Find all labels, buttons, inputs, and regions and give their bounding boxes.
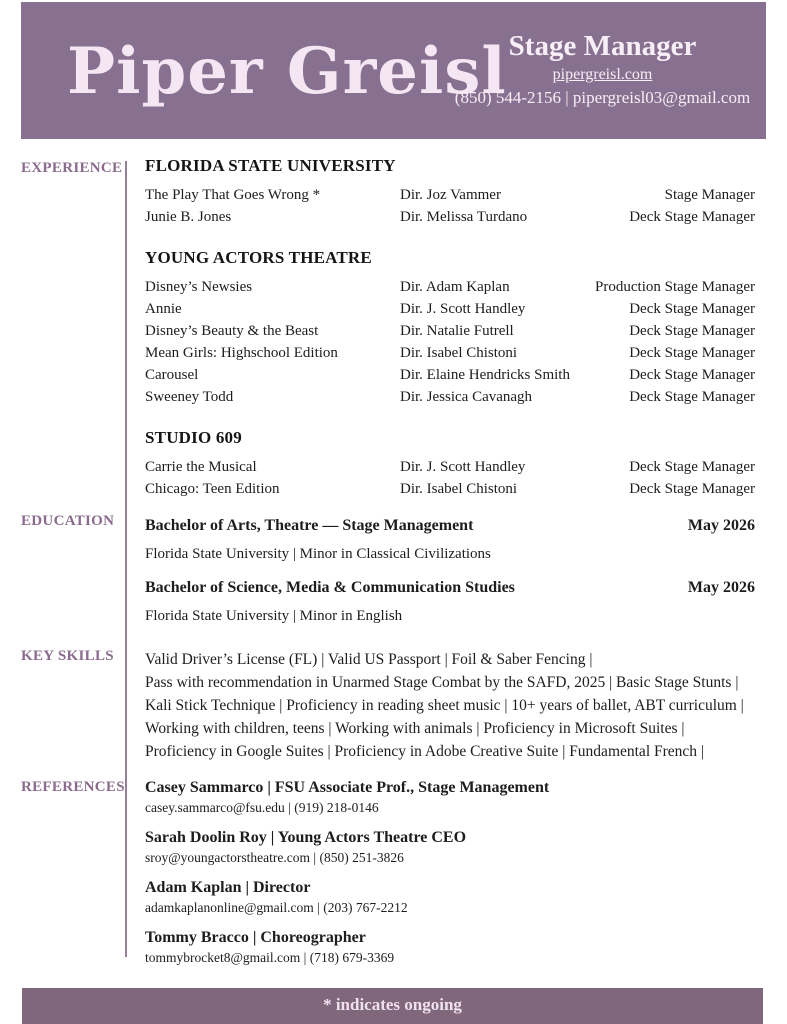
experience-section [145,156,755,500]
reference-contact: tommybrocket8@gmail.com | (718) 679-3369 [145,950,395,965]
production-title: Annie [145,301,182,317]
position-role: Deck Stage Manager [629,345,755,361]
experience-row [145,364,755,386]
skill-line: Proficiency in Google Suites | Proficiency in Adobe Creative Suite | Fundamental French | [145,743,705,760]
reference-contact: adamkaplanonline@gmail.com | (203) 767-2212 [145,900,408,915]
production-title: Sweeney Todd [145,389,234,405]
position-role: Deck Stage Manager [629,481,755,497]
production-title: Carrie the Musical [145,459,257,475]
experience-row [145,276,755,298]
production-title: Chicago: Teen Edition [145,481,280,497]
education-entry [145,576,755,626]
director-name: Dir. J. Scott Handley [400,459,526,475]
education-detail: Florida State University | Minor in Classical Civilizations [145,546,491,562]
director-name: Dir. Melissa Turdano [400,209,528,225]
reference-entry [145,828,755,866]
reference-entry [145,878,755,916]
position-role: Production Stage Manager [595,279,755,295]
production-title: Junie B. Jones [145,209,232,225]
header-band [21,2,766,139]
education-entry [145,514,755,564]
skill-line: Pass with recommendation in Unarmed Stage Combat by the SAFD, 2025 | Basic Stage Stunts | [145,674,739,691]
position-role: Deck Stage Manager [629,459,755,475]
reference-name: Tommy Bracco | Choreographer [145,929,366,946]
section-label-key-skills: KEY SKILLS [21,648,114,664]
director-name: Dir. Joz Vammer [400,187,501,203]
director-name: Dir. Natalie Futrell [400,323,514,339]
director-name: Dir. Jessica Cavanagh [400,389,533,405]
org-name: FLORIDA STATE UNIVERSITY [145,156,396,175]
org-name: YOUNG ACTORS THEATRE [145,248,372,267]
reference-contact: casey.sammarco@fsu.edu | (919) 218-0146 [145,800,379,815]
position-role: Deck Stage Manager [629,367,755,383]
footer-note: * indicates ongoing [323,995,462,1014]
experience-group-yat [145,248,755,408]
skill-line: Kali Stick Technique | Proficiency in reading sheet music | 10+ years of ballet, ABT curriculum | [145,697,744,714]
production-title: Carousel [145,367,199,383]
reference-entry [145,928,755,966]
reference-contact: sroy@youngactorstheatre.com | (850) 251-3826 [145,850,404,865]
degree-title: Bachelor of Science, Media & Communication Studies [145,579,515,596]
position-role: Deck Stage Manager [629,301,755,317]
position-role: Deck Stage Manager [629,389,755,405]
experience-row [145,184,755,206]
production-title: Disney’s Beauty & the Beast [145,323,319,339]
position-role: Deck Stage Manager [629,209,755,225]
graduation-date: May 2026 [687,579,755,596]
experience-row [145,320,755,342]
position-role: Stage Manager [664,187,755,203]
experience-row [145,478,755,500]
director-name: Dir. Isabel Chistoni [400,481,518,497]
experience-row [145,298,755,320]
reference-name: Adam Kaplan | Director [145,879,311,896]
director-name: Dir. Adam Kaplan [400,279,510,295]
section-label-references: REFERENCES [21,779,125,795]
section-label-education: EDUCATION [21,513,115,529]
production-title: The Play That Goes Wrong * [145,187,321,203]
education-detail: Florida State University | Minor in English [145,608,403,624]
job-title: Stage Manager [508,30,697,62]
reference-name: Casey Sammarco | FSU Associate Prof., Stage Management [145,779,550,796]
footer-band [22,988,763,1024]
website-link[interactable]: pipergreisl.com [552,66,653,83]
section-label-experience: EXPERIENCE [21,160,123,176]
education-section [145,510,755,626]
skill-line: Valid Driver’s License (FL) | Valid US Passport | Foil & Saber Fencing | [145,651,593,668]
org-name: STUDIO 609 [145,428,242,447]
reference-entry [145,778,755,816]
phone-email-line: (850) 544-2156 | pipergreisl03@gmail.com [454,88,751,107]
experience-row [145,386,755,408]
experience-row [145,456,755,478]
reference-name: Sarah Doolin Roy | Young Actors Theatre CEO [145,829,467,846]
header-contact-block [445,28,760,110]
skill-line: Working with children, teens | Working with animals | Proficiency in Microsoft Suites | [145,720,685,737]
experience-row [145,206,755,228]
experience-row [145,342,755,364]
director-name: Dir. Isabel Chistoni [400,345,518,361]
references-section [145,776,755,978]
person-name: Piper Greisl [67,34,507,109]
experience-group-studio609 [145,428,755,500]
position-role: Deck Stage Manager [629,323,755,339]
degree-title: Bachelor of Arts, Theatre — Stage Management [145,517,474,534]
experience-group-fsu [145,156,755,228]
section-divider-line [125,161,127,957]
production-title: Disney’s Newsies [145,279,253,295]
key-skills-section [145,645,755,763]
director-name: Dir. Elaine Hendricks Smith [400,367,570,383]
director-name: Dir. J. Scott Handley [400,301,526,317]
graduation-date: May 2026 [687,517,755,534]
production-title: Mean Girls: Highschool Edition [145,345,338,361]
